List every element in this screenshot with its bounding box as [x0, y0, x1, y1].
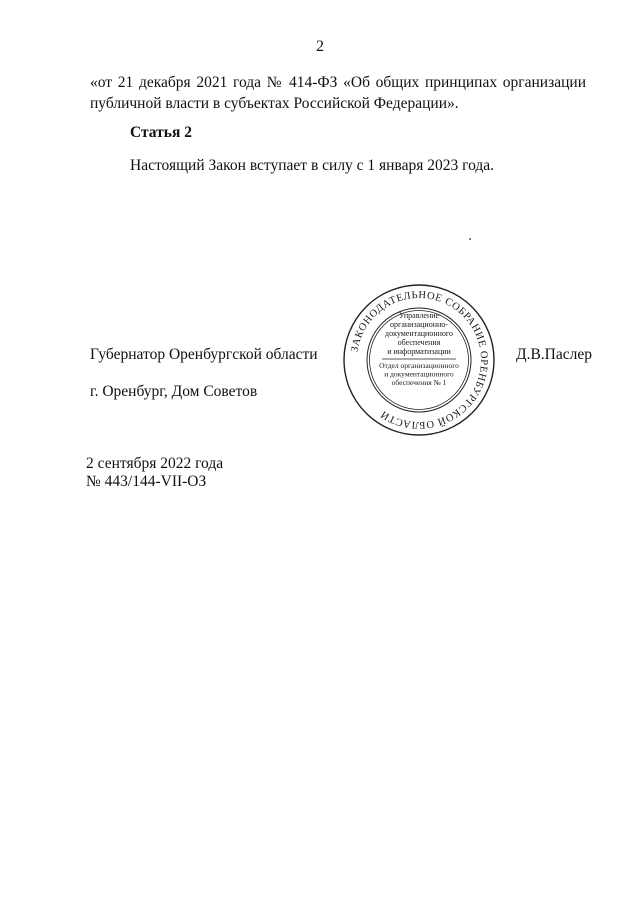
stamp-line-2: организационно-	[390, 320, 448, 329]
stamp-line-3: документационного	[385, 329, 453, 338]
governor-name: Д.В.Паслер	[516, 346, 592, 363]
stamp-sub-line-2: и документационного	[384, 369, 454, 379]
stamp-sub-line-3: обеспечения № 1	[391, 378, 447, 387]
stamp-ring-text: ЗАКОНОДАТЕЛЬНОЕ СОБРАНИЕ ОРЕНБУРГСКОЙ ОБЛАСТИ	[349, 289, 490, 431]
document-number: № 443/144-VII-ОЗ	[86, 473, 207, 490]
stamp-line-1: Управление	[398, 311, 440, 320]
paragraph-line-1: «от 21 декабря 2021 года № 414-ФЗ «Об общих принципах организации	[90, 74, 586, 91]
signing-place: г. Оренбург, Дом Советов	[90, 383, 258, 400]
stamp-inner-text	[379, 311, 459, 387]
document-date: 2 сентября 2022 года	[86, 455, 224, 472]
official-stamp	[342, 283, 496, 437]
scan-speck	[469, 238, 471, 240]
page-number: 2	[316, 38, 324, 55]
paragraph-line-2: публичной власти в субъектах Российской Федерации».	[90, 95, 459, 112]
stamp-line-4: обеспечения	[397, 338, 441, 347]
governor-title: Губернатор Оренбургской области	[90, 346, 318, 363]
article-text: Настоящий Закон вступает в силу с 1 января 2023 года.	[130, 157, 495, 174]
stamp-line-5: и информатизации	[387, 347, 451, 356]
stamp-sub-line-1: Отдел организационного	[379, 361, 459, 370]
continuation-paragraph	[90, 72, 586, 114]
article-heading: Статья 2	[130, 124, 192, 141]
stamp-seal-graphic	[342, 283, 496, 437]
